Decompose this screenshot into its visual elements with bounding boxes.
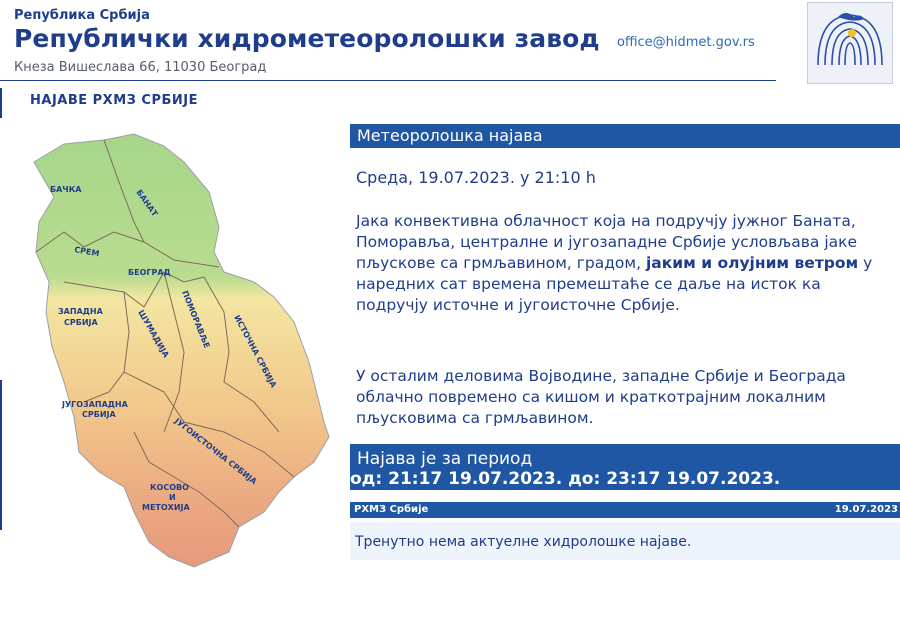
forecast-paragraph-2: У осталим деловима Војводине, западне Србије и Београда облачно повремено са кишом и краткотрајним локалним пљусковима са грмљавином. xyxy=(356,367,846,427)
forecast-p1-part-a: Јака конвективна облачност која на подручју јужног Баната, Поморавља, централне и југозападне Србије условљава јаке пљускове са грмљавином, градом, xyxy=(356,212,858,272)
region-jugoistocna[interactable]: ЈУГОИСТОЧНА СРБИЈА xyxy=(172,416,259,487)
region-kosovo-3[interactable]: МЕТОХИЈА xyxy=(142,503,190,512)
address-text: Кнеза Вишеслава 66, 11030 Београд xyxy=(14,60,267,75)
forecast-header-bar xyxy=(350,124,900,148)
forecast-datetime: Среда, 19.07.2023. у 21:10 h xyxy=(356,168,596,187)
region-banat[interactable]: БАНАТ xyxy=(134,187,160,219)
email-link[interactable]: office@hidmet.gov.rs xyxy=(617,35,755,50)
serbia-regions-map[interactable] xyxy=(24,132,334,572)
hydro-status-text: Тренутно нема актуелне хидролошке најаве. xyxy=(355,534,692,550)
region-zapadna-1[interactable]: ЗАПАДНА xyxy=(58,307,103,316)
left-accent-bar-lower xyxy=(0,380,2,530)
period-box xyxy=(350,444,900,490)
left-accent-bar xyxy=(0,88,2,118)
source-name: РХМЗ Србије xyxy=(354,504,429,515)
forecast-p1-part-b: у наредних сат времена премештаће се даље на исток ка подручју источне и југоисточне Србије. xyxy=(356,254,873,314)
region-kosovo-2[interactable]: И xyxy=(169,493,176,502)
source-date: 19.07.2023 xyxy=(834,504,898,515)
region-jugozapadna-1[interactable]: ЈУГОЗАПАДНА xyxy=(62,400,128,409)
forecast-heading: Метеоролошка најава xyxy=(357,126,543,145)
region-jugozapadna-2[interactable]: СРБИЈА xyxy=(82,410,116,419)
source-bar xyxy=(350,502,900,518)
region-kosovo-1[interactable]: КОСОВО xyxy=(150,483,189,492)
region-zapadna-2[interactable]: СРБИЈА xyxy=(64,318,98,327)
forecast-p1-emphasis: јаким и олујним ветром xyxy=(645,254,859,272)
region-sumadija[interactable]: ШУМАДИЈА xyxy=(136,308,171,360)
region-srem[interactable]: СРЕМ xyxy=(73,245,101,259)
site-header xyxy=(0,0,900,86)
rhmz-logo[interactable] xyxy=(807,2,893,84)
hydro-box xyxy=(350,522,900,560)
region-istocna[interactable]: ИСТОЧНА СРБИЈА xyxy=(232,313,279,390)
region-beograd[interactable]: БЕОГРАД xyxy=(128,268,171,277)
period-range: од: 21:17 19.07.2023. до: 23:17 19.07.2023. xyxy=(350,469,781,489)
republic-label: Република Србија xyxy=(14,8,150,23)
region-pomoravlje[interactable]: ПОМОРАВЉЕ xyxy=(180,289,212,350)
forecast-paragraph-1 xyxy=(356,211,886,316)
institute-title[interactable]: Републички хидрометеоролошки завод xyxy=(14,24,600,53)
header-divider xyxy=(0,80,776,81)
period-title: Најава је за период xyxy=(357,449,533,469)
region-backa[interactable]: БАЧКА xyxy=(50,185,82,194)
nav-title[interactable]: НАЈАВЕ РХМЗ СРБИЈЕ xyxy=(30,93,198,108)
